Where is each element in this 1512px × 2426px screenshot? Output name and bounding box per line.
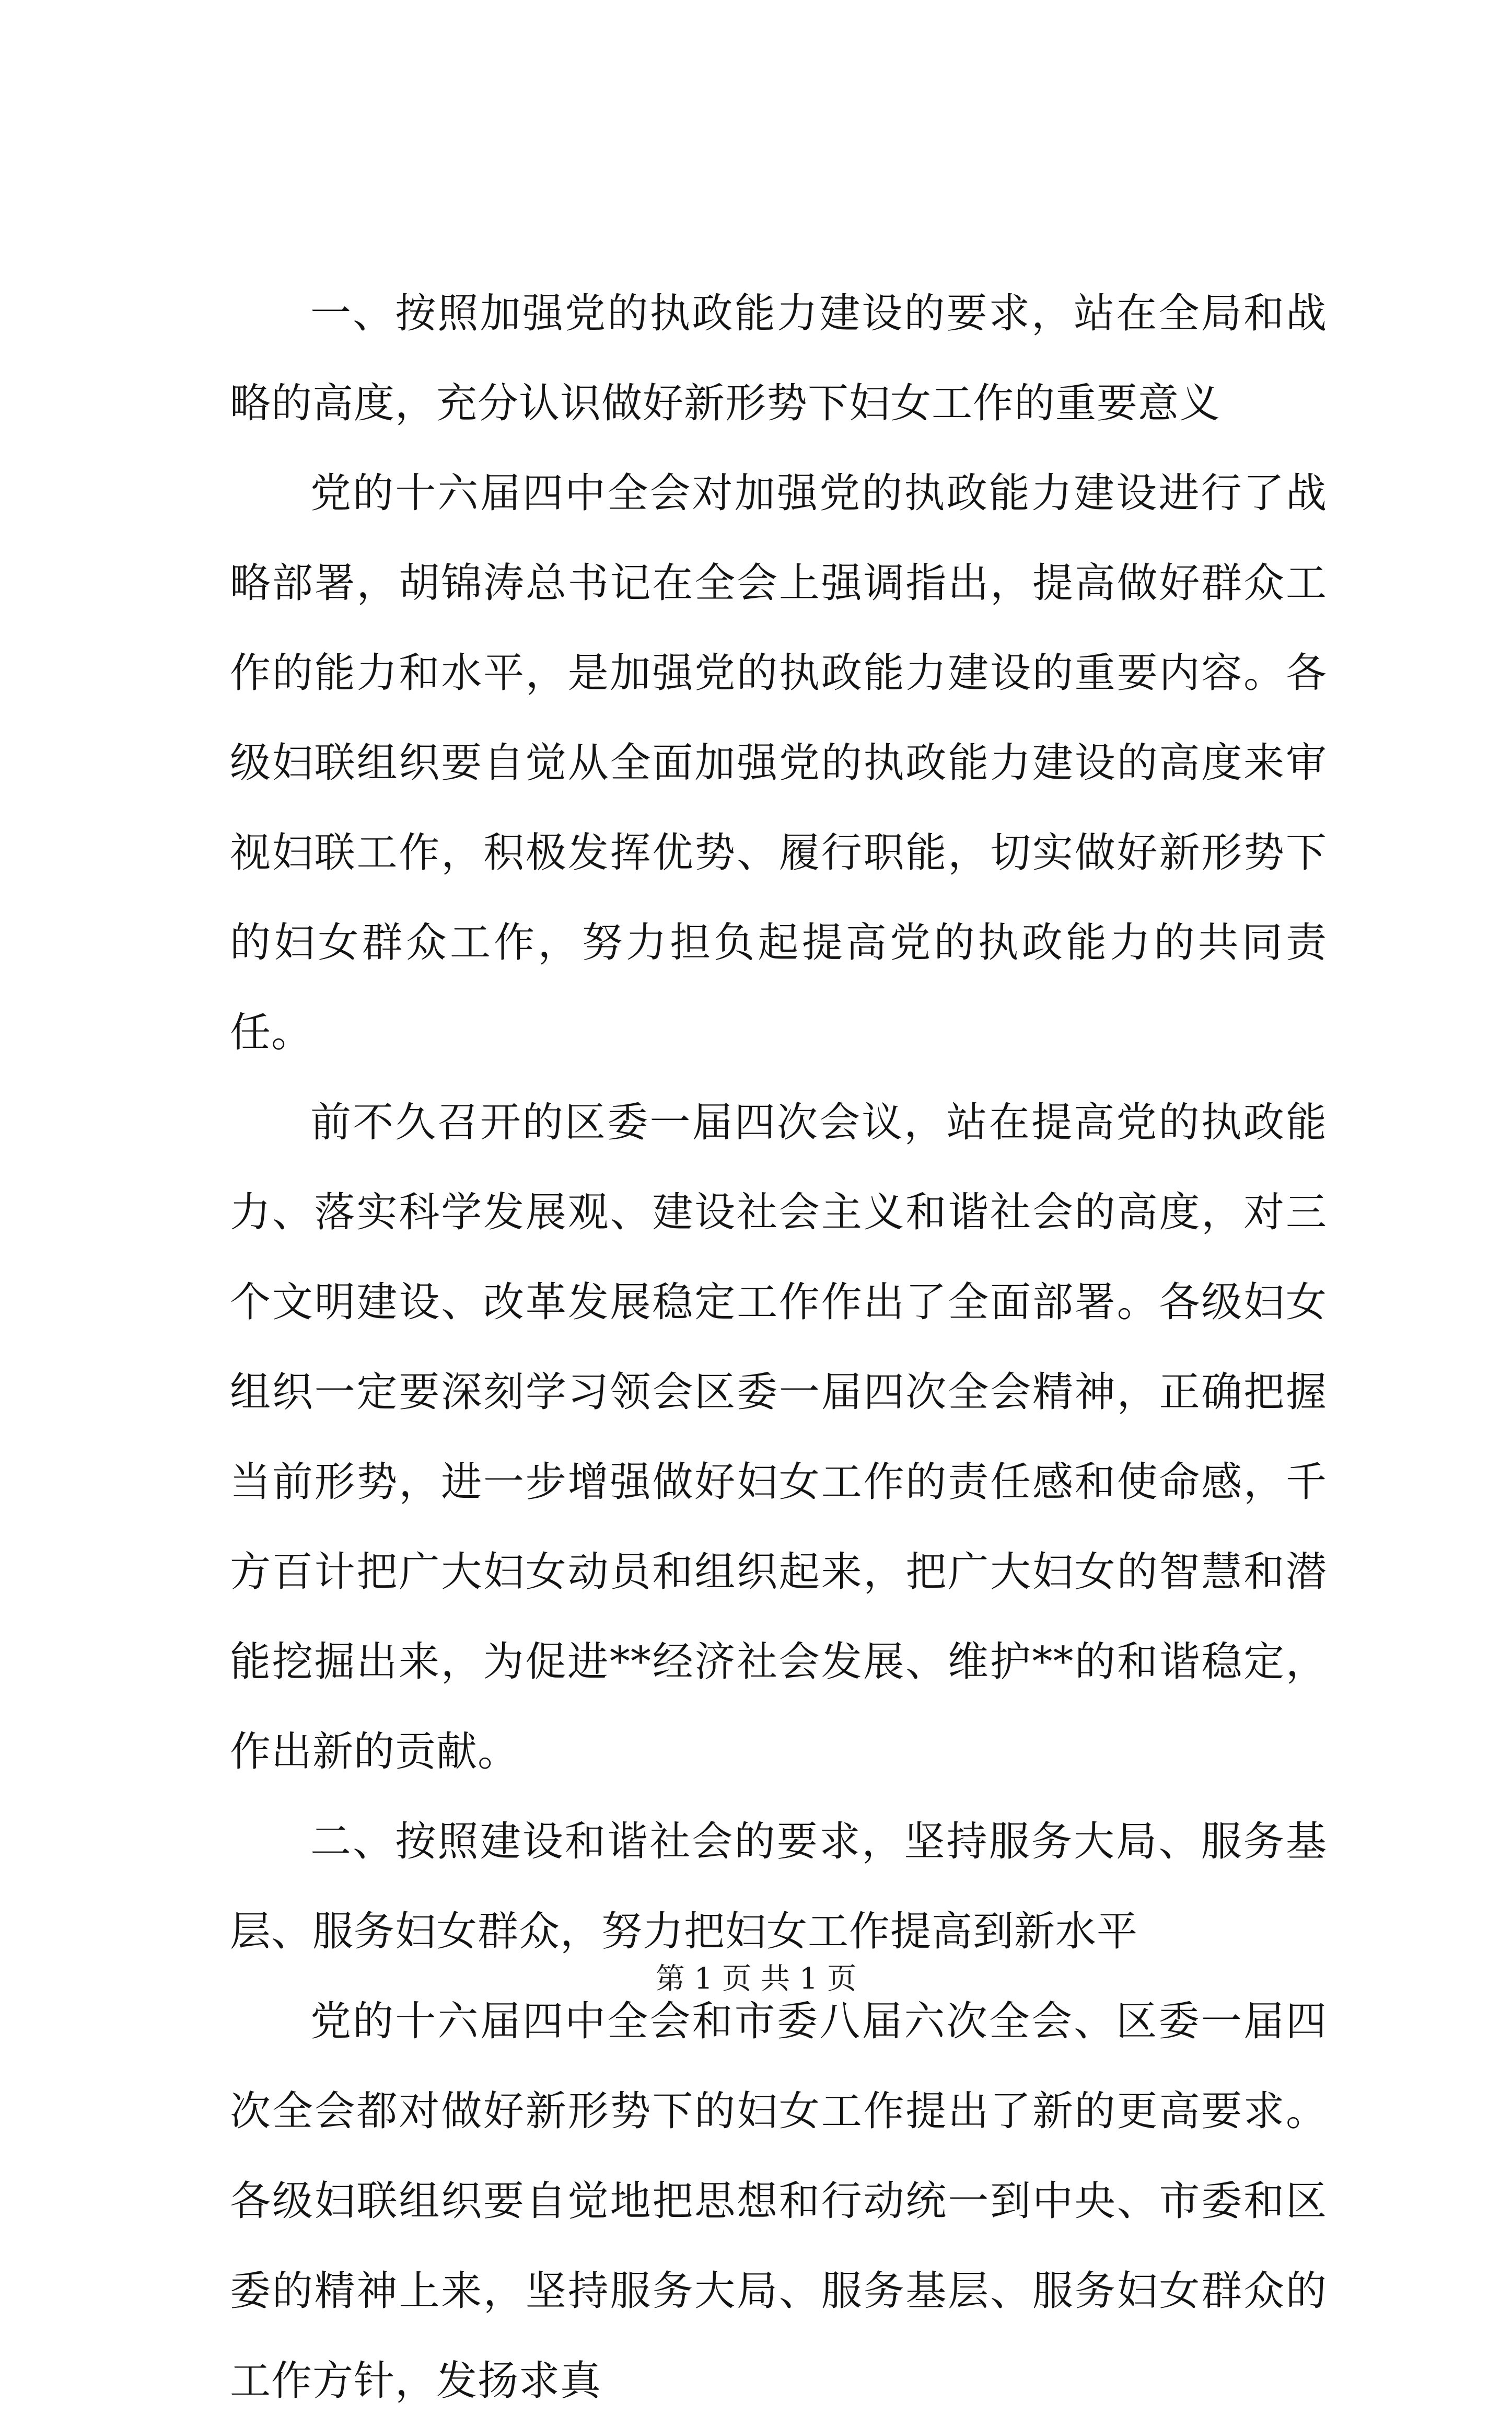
page-number-footer: 第 1 页 共 1 页: [655, 1962, 857, 1996]
body-paragraph: 党的十六届四中全会和市委八届六次全会、区委一届四次全会都对做好新形势下的妇女工作提出了新的更高要求。各级妇联组织要自觉地把思想和行动统一到中央、市委和区委的精神上来，坚持服务大局、服务基层、服务妇女群众的工作方针，发扬求真: [230, 1998, 1327, 2405]
document-body: [230, 269, 1327, 2426]
body-paragraph: 党的十六届四中全会对加强党的执政能力建设进行了战略部署，胡锦涛总书记在全会上强调指出，提高做好群众工作的能力和水平，是加强党的执政能力建设的重要内容。各级妇联组织要自觉从全面加强党的执政能力建设的高度来审视妇联工作，积极发挥优势、履行职能，切实做好新形势下的妇女群众工作，努力担负起提高党的执政能力的共同责任。: [230, 470, 1327, 1056]
section-heading-1: 一、按照加强党的执政能力建设的要求，站在全局和战略的高度，充分认识做好新形势下妇女工作的重要意义: [230, 290, 1327, 427]
section-heading-2: 二、按照建设和谐社会的要求，坚持服务大局、服务基层、服务妇女群众，努力把妇女工作提高到新水平: [230, 1818, 1327, 1955]
body-paragraph: 前不久召开的区委一届四次会议，站在提高党的执政能力、落实科学发展观、建设社会主义和谐社会的高度，对三个文明建设、改革发展稳定工作作出了全面部署。各级妇女组织一定要深刻学习领会区委一届四次全会精神，正确把握当前形势，进一步增强做好妇女工作的责任感和使命感，千方百计把广大妇女动员和组织起来，把广大妇女的智慧和潜能挖掘出来，为促进**经济社会发展、维护**的和谐稳定，作出新的贡献。: [230, 1099, 1327, 1775]
